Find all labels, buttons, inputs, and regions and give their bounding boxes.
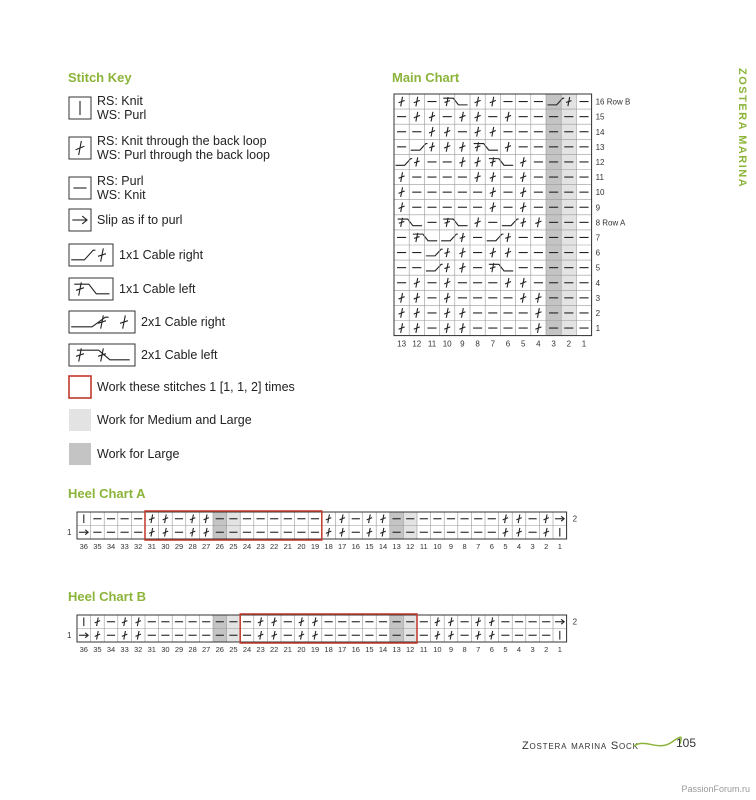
stitch-symbol-t xyxy=(535,218,541,228)
stitch-symbol-t xyxy=(399,293,405,303)
stitch-symbol-t xyxy=(475,157,481,167)
stitch-symbol-t xyxy=(399,187,405,197)
heel-chart-col-label: 30 xyxy=(161,542,170,551)
side-title: ZOSTERA MARINA xyxy=(736,68,748,189)
heel-chart-col-label: 14 xyxy=(378,645,388,654)
stitch-symbol-t xyxy=(135,617,140,626)
stitch-symbol-t xyxy=(339,514,344,523)
stitch-key-label-line: RS: Knit through the back loop xyxy=(97,134,267,148)
main-chart-row-label: 12 xyxy=(595,157,605,167)
stitch-symbol-t xyxy=(505,278,511,288)
main-chart-row-label: 15 xyxy=(595,112,605,122)
heel-chart-col-label: 24 xyxy=(242,645,252,654)
main-chart-row-label: 3 xyxy=(595,293,601,303)
stitch-symbol-t xyxy=(475,617,480,626)
heel-chart-col-label: 10 xyxy=(433,542,442,551)
stitch-symbol-t xyxy=(95,617,100,626)
heel-chart-col-label: 35 xyxy=(93,542,102,551)
stitch-symbol-t xyxy=(135,631,140,640)
stitch-symbol-t xyxy=(414,112,420,122)
stitch-symbol-t xyxy=(258,617,263,626)
stitch-symbol-t xyxy=(203,514,208,523)
heel-chart-col-label: 23 xyxy=(256,542,265,551)
heel-chart-col-label: 33 xyxy=(120,542,129,551)
heel-chart-col-label: 13 xyxy=(392,542,401,551)
heel-chart-col-label: 36 xyxy=(79,542,88,551)
stitch-symbol-t xyxy=(475,172,481,182)
cable-cr11 xyxy=(441,233,465,242)
stitch-symbol-t xyxy=(444,308,450,318)
heel-chart-col-label: 1 xyxy=(557,542,562,551)
stitch-symbol-t xyxy=(271,631,276,640)
stitch-symbol-t xyxy=(258,631,263,640)
heel-chart-col-label: 6 xyxy=(489,645,494,654)
stitch-key-label-line: WS: Knit xyxy=(97,188,146,202)
stitch-symbol-t xyxy=(516,514,521,523)
stitch-symbol-t xyxy=(163,514,168,523)
stitch-symbol-t xyxy=(95,631,100,640)
stitch-key-title: Stitch Key xyxy=(68,70,132,85)
stitch-symbol-s xyxy=(555,619,564,624)
cable-cl11 xyxy=(474,142,498,151)
stitch-symbol-t xyxy=(414,293,420,303)
heel-chart-col-label: 24 xyxy=(242,542,252,551)
stitch-symbol-t xyxy=(490,202,496,212)
stitch-symbol-t xyxy=(475,97,481,107)
main-chart-row-label: 6 xyxy=(595,248,601,258)
stitch-symbol-t xyxy=(516,528,521,537)
stitch-symbol-t xyxy=(414,97,420,107)
main-chart-row-label: 4 xyxy=(595,278,601,288)
heel-chart-col-label: 17 xyxy=(338,542,347,551)
heel-chart-col-label: 11 xyxy=(419,542,428,551)
watermark: PassionForum.ru xyxy=(681,784,750,794)
stitch-symbol-t xyxy=(122,631,127,640)
stitch-symbol-t xyxy=(520,293,526,303)
main-chart-row-label: 2 xyxy=(595,308,601,318)
heel-chart-col-label: 31 xyxy=(147,542,156,551)
heel-chart-col-label: 18 xyxy=(324,542,333,551)
heel-chart-col-label: 28 xyxy=(188,645,197,654)
stitch-symbol-t xyxy=(326,528,331,537)
main-chart-row-label: 13 xyxy=(595,142,605,152)
heel-chart-col-label: 12 xyxy=(406,645,415,654)
stitch-symbol-t xyxy=(299,631,304,640)
stitch-symbol-t xyxy=(520,202,526,212)
stitch-key-label-line: RS: Knit xyxy=(97,94,143,108)
heel-chart-col-label: 3 xyxy=(530,645,535,654)
stitch-symbol-t xyxy=(475,127,481,137)
main-chart-row-label: 9 xyxy=(595,203,601,213)
stitch-symbol-s xyxy=(555,516,564,521)
main-chart-row-label: 14 xyxy=(595,127,605,137)
stitch-symbol-t xyxy=(543,528,548,537)
main-chart-col-label: 7 xyxy=(490,339,496,349)
stitch-symbol-t xyxy=(459,323,465,333)
heel-chart-col-label: 23 xyxy=(256,645,265,654)
main-chart-row-label: 8 Row A xyxy=(595,218,626,228)
stitch-symbol-t xyxy=(503,528,508,537)
stitch-symbol-t xyxy=(459,263,465,273)
stitch-symbol-t xyxy=(190,514,195,523)
stitch-symbol-t xyxy=(122,617,127,626)
stitch-key-label-line: 2x1 Cable left xyxy=(141,348,218,362)
heel-chart-col-label: 2 xyxy=(544,645,549,654)
heel-chart-col-label: 33 xyxy=(120,645,129,654)
stitch-symbol-t xyxy=(503,514,508,523)
stitch-symbol-t xyxy=(399,97,405,107)
heel-chart-col-label: 30 xyxy=(161,645,170,654)
heel-chart-col-label: 5 xyxy=(503,645,508,654)
stitch-symbol-t xyxy=(399,202,405,212)
cable-cr11 xyxy=(487,233,511,242)
stitch-symbol-t xyxy=(190,528,195,537)
cable-cl11 xyxy=(398,218,422,227)
stitch-key-label-line: RS: Purl xyxy=(97,174,144,188)
heel-chart-b xyxy=(67,614,578,654)
heel-chart-col-label: 16 xyxy=(351,542,360,551)
heel-chart-col-label: 9 xyxy=(448,542,454,551)
stitch-symbol-s xyxy=(79,530,88,535)
seaweed-ornament xyxy=(632,734,682,754)
stitch-symbol-t xyxy=(444,278,450,288)
stitch-key-label-line: Work these stitches 1 [1, 1, 2] times xyxy=(97,380,295,394)
main-chart-col-label: 5 xyxy=(520,339,526,349)
heel-chart-col-label: 25 xyxy=(229,542,238,551)
heel-chart-col-label: 4 xyxy=(516,542,522,551)
stitch-symbol-t xyxy=(149,528,154,537)
stitch-symbol-t xyxy=(271,617,276,626)
stitch-symbol-t xyxy=(414,308,420,318)
stitch-symbol-t xyxy=(380,528,385,537)
stitch-symbol-t xyxy=(535,293,541,303)
heel-chart-col-label: 1 xyxy=(557,645,562,654)
page-number: 105 xyxy=(676,736,697,750)
stitch-symbol-t xyxy=(543,514,548,523)
heel-chart-row-label: 1 xyxy=(67,528,72,538)
main-chart-col-label: 11 xyxy=(427,339,437,349)
stitch-symbol-t xyxy=(459,112,465,122)
stitch-symbol-t xyxy=(339,528,344,537)
stitch-symbol-t xyxy=(380,514,385,523)
cable-cl11 xyxy=(489,157,513,166)
stitch-symbol-t xyxy=(163,528,168,537)
stitch-symbol-t xyxy=(414,323,420,333)
stitch-symbol-t xyxy=(505,112,511,122)
cable-cr11 xyxy=(502,218,526,227)
heel-chart-col-label: 12 xyxy=(406,542,415,551)
stitch-symbol-t xyxy=(444,293,450,303)
cable-cr11 xyxy=(426,248,450,257)
heel-chart-col-label: 29 xyxy=(174,542,184,551)
main-chart-col-label: 6 xyxy=(505,339,511,349)
heel-chart-col-label: 19 xyxy=(310,542,320,551)
stitch-symbol-t xyxy=(489,631,494,640)
heel-chart-col-label: 27 xyxy=(202,542,211,551)
footer-title: Zostera marina Sock xyxy=(522,740,639,752)
stitch-symbol-t xyxy=(535,308,541,318)
cable-cr11 xyxy=(426,263,450,272)
heel-chart-col-label: 11 xyxy=(419,645,428,654)
stitch-symbol-t xyxy=(490,248,496,258)
heel-chart-col-label: 27 xyxy=(202,645,211,654)
heel-chart-row-label: 2 xyxy=(572,617,578,627)
stitch-symbol-t xyxy=(399,323,405,333)
heel-chart-col-label: 36 xyxy=(79,645,88,654)
stitch-symbol-t xyxy=(444,323,450,333)
heel-chart-col-label: 25 xyxy=(229,645,238,654)
stitch-symbol-t xyxy=(520,172,526,182)
heel-chart-col-label: 32 xyxy=(134,645,143,654)
stitch-symbol-t xyxy=(312,631,317,640)
heel-chart-col-label: 5 xyxy=(503,542,508,551)
main-chart-row-label: 1 xyxy=(595,324,601,334)
main-chart-col-label: 10 xyxy=(442,339,452,349)
stitch-symbol-t xyxy=(367,528,372,537)
stitch-symbol-t xyxy=(459,248,465,258)
stitch-symbol-t xyxy=(312,617,317,626)
stitch-key-label-line: 1x1 Cable right xyxy=(119,248,204,262)
heel-chart-col-label: 34 xyxy=(106,542,116,551)
heel-chart-col-label: 4 xyxy=(516,645,522,654)
stitch-symbol-t xyxy=(149,514,154,523)
heel-chart-col-label: 15 xyxy=(365,645,374,654)
main-chart-row-label: 5 xyxy=(595,263,601,273)
stitch-symbol-t xyxy=(435,631,440,640)
heel-chart-col-label: 22 xyxy=(270,542,279,551)
heel-chart-col-label: 13 xyxy=(392,645,401,654)
heel-chart-col-label: 15 xyxy=(365,542,374,551)
heel-chart-col-label: 21 xyxy=(283,645,292,654)
cable-cr11 xyxy=(411,142,435,151)
stitch-symbol-t xyxy=(520,187,526,197)
stitch-symbol-t xyxy=(520,157,526,167)
stitch-symbol-t xyxy=(475,112,481,122)
heel-chart-b-title: Heel Chart B xyxy=(68,589,147,604)
stitch-symbol-t xyxy=(429,112,435,122)
cable-cl11 xyxy=(489,263,513,272)
heel-chart-col-label: 8 xyxy=(462,645,467,654)
stitch-symbol-t xyxy=(414,278,420,288)
stitch-symbol-t xyxy=(489,617,494,626)
heel-chart-col-label: 2 xyxy=(544,542,549,551)
main-chart-title: Main Chart xyxy=(392,70,460,85)
stitch-symbol-t xyxy=(399,308,405,318)
stitch-symbol-t xyxy=(490,187,496,197)
main-chart-col-label: 13 xyxy=(397,339,407,349)
heel-chart-col-label: 17 xyxy=(338,645,347,654)
stitch-symbol-t xyxy=(475,631,480,640)
heel-chart-a xyxy=(67,511,578,551)
heel-chart-col-label: 18 xyxy=(324,645,333,654)
cable-cl11 xyxy=(443,97,467,106)
main-chart-grid xyxy=(394,94,630,349)
heel-chart-col-label: 6 xyxy=(489,542,494,551)
cable-cl11 xyxy=(443,218,467,227)
stitch-symbol-t xyxy=(459,142,465,152)
heel-chart-col-label: 34 xyxy=(106,645,116,654)
main-chart-col-label: 4 xyxy=(536,339,541,349)
stitch-symbol-t xyxy=(326,514,331,523)
heel-chart-col-label: 20 xyxy=(297,645,306,654)
stitch-symbol-t xyxy=(399,172,405,182)
stitch-symbol-t xyxy=(459,308,465,318)
stitch-key-label-line: Work for Large xyxy=(97,447,180,461)
stitch-symbol-t xyxy=(459,157,465,167)
stitch-symbol-t xyxy=(490,172,496,182)
heel-chart-col-label: 10 xyxy=(433,645,442,654)
heel-chart-col-label: 21 xyxy=(283,542,292,551)
stitch-symbol-t xyxy=(367,514,372,523)
main-chart-row-label: 7 xyxy=(595,233,601,243)
stitch-symbol-t xyxy=(505,248,511,258)
stitch-symbol-t xyxy=(505,142,511,152)
main-chart-col-label: 1 xyxy=(581,339,587,349)
main-chart-col-label: 3 xyxy=(551,339,556,349)
heel-chart-col-label: 26 xyxy=(215,542,224,551)
heel-chart-col-label: 8 xyxy=(462,542,467,551)
stitch-key-label-line: WS: Purl xyxy=(97,108,147,122)
heel-chart-col-label: 3 xyxy=(530,542,535,551)
cable-cl11 xyxy=(413,233,437,242)
main-chart-col-label: 9 xyxy=(460,339,465,349)
heel-chart-col-label: 35 xyxy=(93,645,102,654)
stitch-key-label-line: WS: Purl through the back loop xyxy=(97,148,271,162)
stitch-symbol-t xyxy=(444,142,450,152)
heel-chart-col-label: 22 xyxy=(270,645,279,654)
stitch-key-label-line: Slip as if to purl xyxy=(97,213,183,227)
stitch-symbol-t xyxy=(435,617,440,626)
stitch-key-label-line: Work for Medium and Large xyxy=(97,413,252,427)
stitch-symbol-s xyxy=(79,633,88,638)
heel-chart-col-label: 14 xyxy=(378,542,388,551)
stitch-key-label-line: 2x1 Cable right xyxy=(141,315,226,329)
stitch-symbol-t xyxy=(520,278,526,288)
heel-chart-col-label: 7 xyxy=(476,542,481,551)
cable-cr11 xyxy=(396,157,420,166)
stitch-symbol-t xyxy=(429,127,435,137)
stitch-symbol-t xyxy=(490,127,496,137)
stitch-symbol-t xyxy=(490,97,496,107)
heel-chart-row-label: 2 xyxy=(572,514,578,524)
heel-chart-col-label: 31 xyxy=(147,645,156,654)
stitch-symbol-t xyxy=(444,127,450,137)
heel-chart-col-label: 26 xyxy=(215,645,224,654)
heel-chart-col-label: 20 xyxy=(297,542,306,551)
stitch-symbol-t xyxy=(448,631,453,640)
heel-chart-col-label: 7 xyxy=(476,645,481,654)
heel-chart-col-label: 19 xyxy=(310,645,320,654)
main-chart-col-label: 2 xyxy=(566,339,572,349)
heel-chart-row-label: 1 xyxy=(67,631,72,641)
heel-chart-col-label: 16 xyxy=(351,645,360,654)
heel-chart-a-title: Heel Chart A xyxy=(68,486,146,501)
stitch-symbol-t xyxy=(535,323,541,333)
stitch-symbol-t xyxy=(203,528,208,537)
main-chart-col-label: 8 xyxy=(475,339,480,349)
stitch-symbol-t xyxy=(448,617,453,626)
heel-chart-col-label: 28 xyxy=(188,542,197,551)
heel-chart-col-label: 9 xyxy=(448,645,454,654)
main-chart-row-label: 16 Row B xyxy=(595,97,631,107)
heel-chart-col-label: 32 xyxy=(134,542,143,551)
main-chart-col-label: 12 xyxy=(412,339,422,349)
heel-chart-col-label: 29 xyxy=(174,645,184,654)
stitch-symbol-t xyxy=(475,218,481,228)
main-chart-row-label: 10 xyxy=(595,188,605,198)
main-chart-row-label: 11 xyxy=(595,173,604,183)
stitch-key-label-line: 1x1 Cable left xyxy=(119,282,196,296)
stitch-symbol-t xyxy=(299,617,304,626)
